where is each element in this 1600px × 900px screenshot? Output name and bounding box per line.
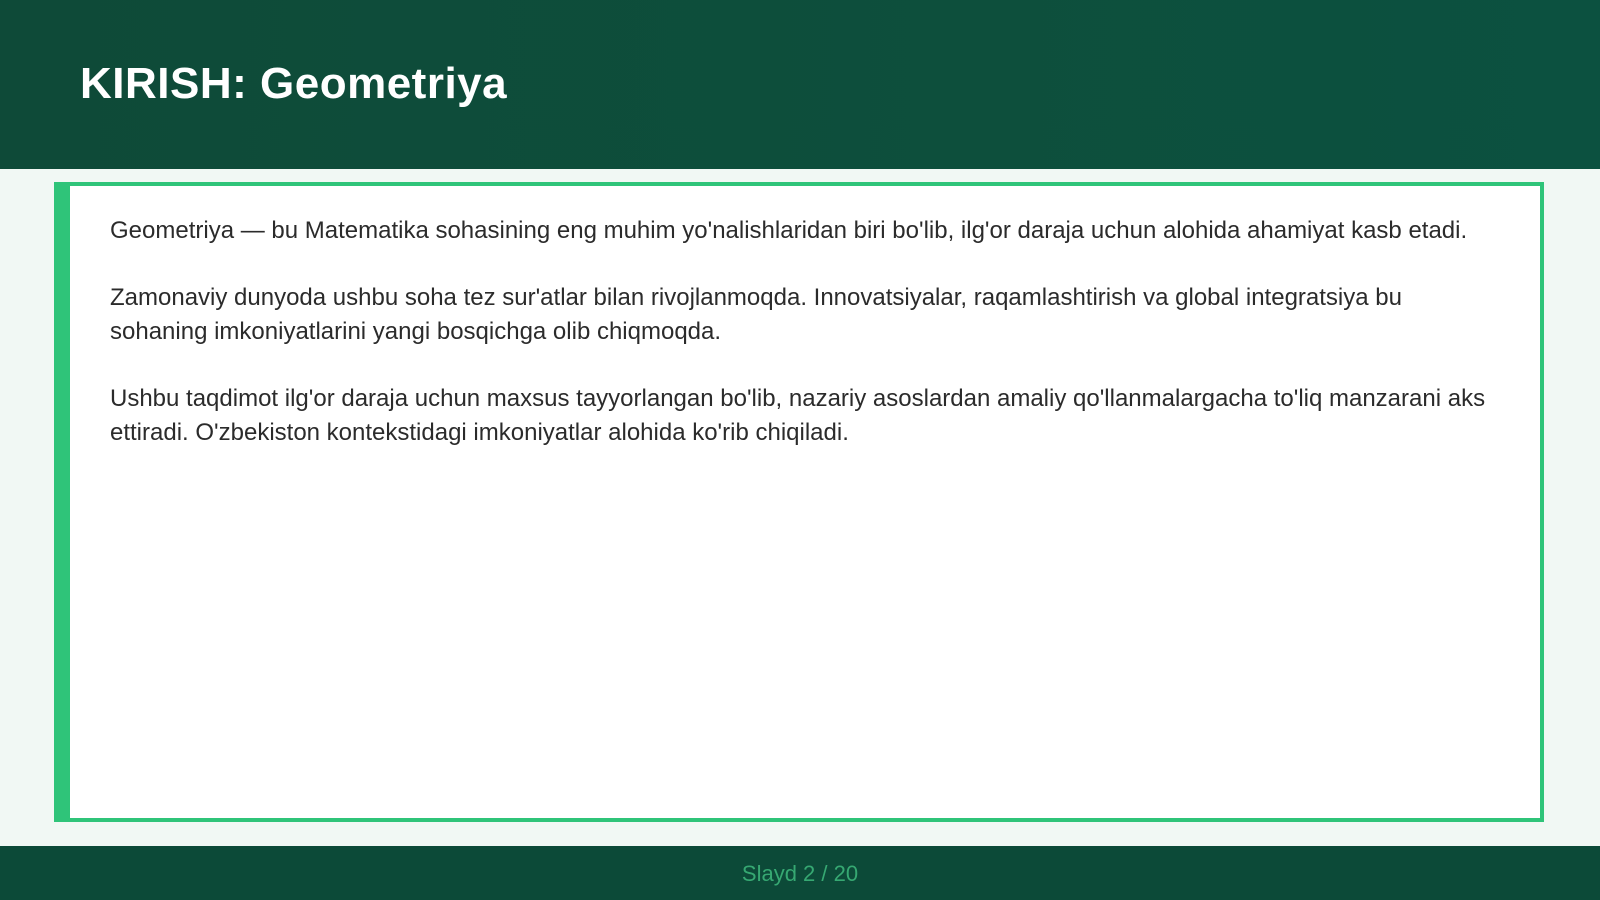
paragraph-modern-world: Zamonaviy dunyoda ushbu soha tez sur'atlar bilan rivojlanmoqda. Innovatsiyalar, raqamlashtirish va global integratsiya bu sohaning imkoniyatlarini yangi bosqichga olib chiqmoqda. [110,284,1402,345]
content-paragraphs [110,214,1490,483]
slide-footer [0,846,1600,900]
paragraph-presentation-purpose: Ushbu taqdimot ilg'or daraja uchun maxsus tayyorlangan bo'lib, nazariy asoslardan amaliy qo'llanmalargacha to'liq manzarani aks ettiradi. O'zbekiston kontekstidagi imkoniyatlar alohida ko'rib chiqiladi. [110,385,1486,446]
slide-number: Slayd 2 / 20 [741,861,859,886]
slide-title: KIRISH: Geometriya [80,59,508,108]
slide-header [0,0,1600,169]
content-box [54,182,1544,822]
paragraph-intro: Geometriya — bu Matematika sohasining eng muhim yo'nalishlaridan biri bo'lib, ilg'or daraja uchun alohida ahamiyat kasb etadi. [110,217,1468,244]
